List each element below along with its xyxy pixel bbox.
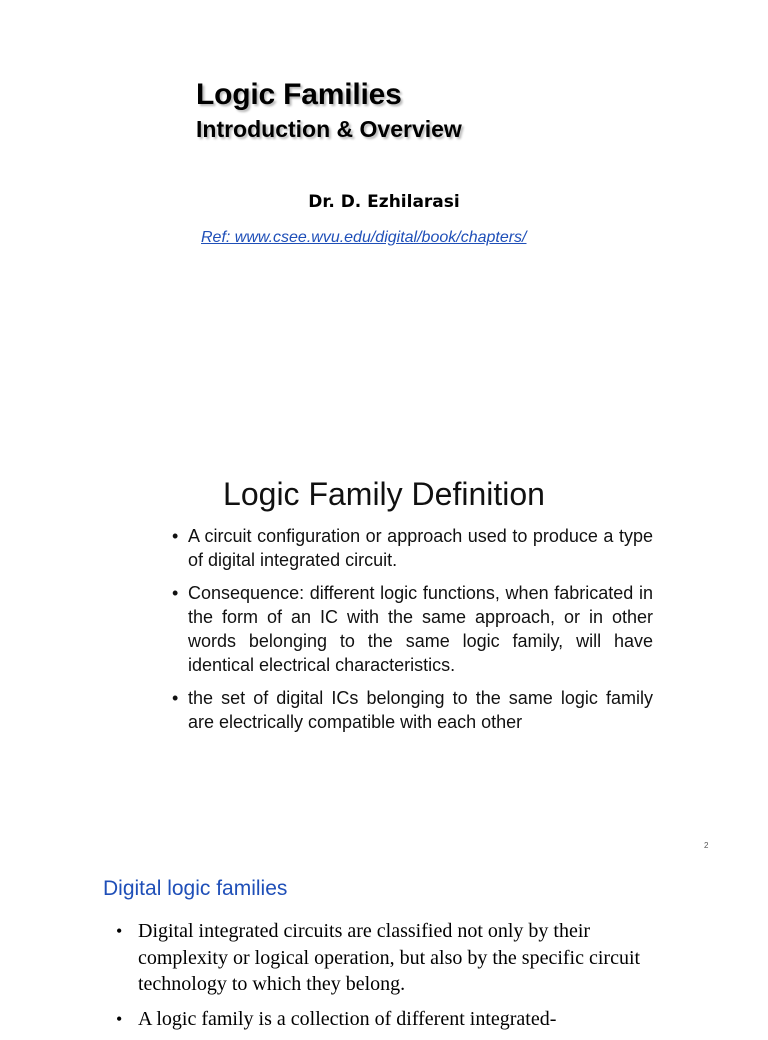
page-number: 2: [704, 841, 709, 850]
reference-link[interactable]: Ref: www.csee.wvu.edu/digital/book/chapters/: [201, 229, 527, 246]
slide-3-title: Digital logic families: [103, 877, 288, 900]
bullet-item: • A logic family is a collection of different integrated-: [116, 1006, 656, 1033]
bullet-item: • A circuit configuration or approach used to produce a type of digital integrated circuit.: [172, 524, 653, 573]
author-name: [0, 192, 768, 212]
slide-1-title: Logic Families: [196, 78, 402, 111]
bullet-item: • the set of digital ICs belonging to the same logic family are electrically compatible with each other: [172, 686, 653, 735]
bullet-item: • Digital integrated circuits are classified not only by their complexity or logical operation, but also by the specific circuit technology to which they belong.: [116, 918, 656, 998]
slide-1: [0, 0, 768, 420]
slide-2: [0, 420, 768, 860]
slide-2-title: [0, 476, 768, 513]
slide-3-bullet-list: [116, 918, 656, 1040]
slide-3: [0, 860, 768, 1030]
bullet-item: • Consequence: different logic functions, when fabricated in the form of an IC with the same approach, or in other words belonging to the same logic family, will have identical electrical characteristics.: [172, 581, 653, 678]
author-name-text: Dr. D. Ezhilarasi: [308, 192, 460, 212]
slide-2-bullet-list: [172, 524, 653, 742]
slide-1-subtitle: Introduction & Overview: [196, 116, 462, 142]
slide-2-title-text: Logic Family Definition: [223, 476, 545, 512]
